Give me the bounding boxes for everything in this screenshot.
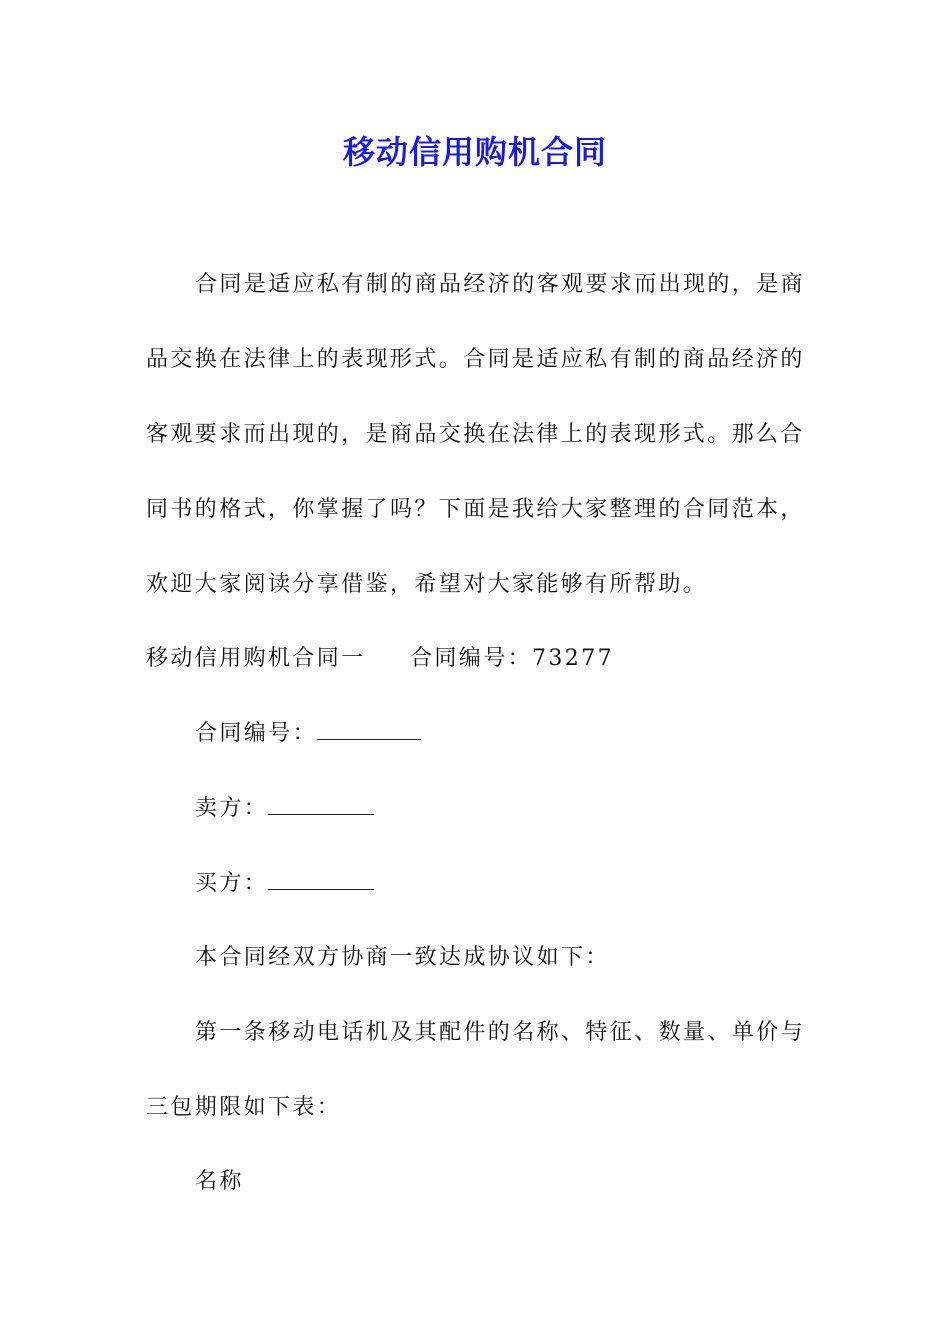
intro-line-2: 品交换在法律上的表现形式。合同是适应私有制的商品经济的 xyxy=(146,347,805,372)
buyer-blank xyxy=(268,869,374,890)
document-title: 移动信用购机合同 xyxy=(342,133,607,171)
seller-label: 卖方： xyxy=(195,796,269,821)
article1-line-2: 三包期限如下表： xyxy=(146,1095,342,1120)
agreement-line: 本合同经双方协商一致达成协议如下： xyxy=(195,945,610,970)
seller-blank xyxy=(268,794,374,815)
intro-line-4: 同书的格式，你掌握了吗？下面是我给大家整理的合同范本， xyxy=(146,497,805,522)
seller-field xyxy=(195,794,374,824)
buyer-label: 买方： xyxy=(195,871,269,896)
contract-number-label: 合同编号： xyxy=(195,721,318,746)
section-contract-number: 合同编号：73277 xyxy=(410,646,614,671)
intro-line-5: 欢迎大家阅读分享借鉴，希望对大家能够有所帮助。 xyxy=(146,572,708,597)
contract-number-blank xyxy=(317,719,421,740)
table-header-name: 名称 xyxy=(195,1169,244,1194)
section-heading: 移动信用购机合同一 xyxy=(146,646,366,671)
intro-line-1: 合同是适应私有制的商品经济的客观要求而出现的，是商 xyxy=(195,272,806,297)
contract-number-field xyxy=(195,719,421,749)
article1-line-1: 第一条移动电话机及其配件的名称、特征、数量、单价与 xyxy=(195,1020,806,1045)
buyer-field xyxy=(195,869,374,899)
intro-line-3: 客观要求而出现的，是商品交换在法律上的表现形式。那么合 xyxy=(146,422,805,447)
